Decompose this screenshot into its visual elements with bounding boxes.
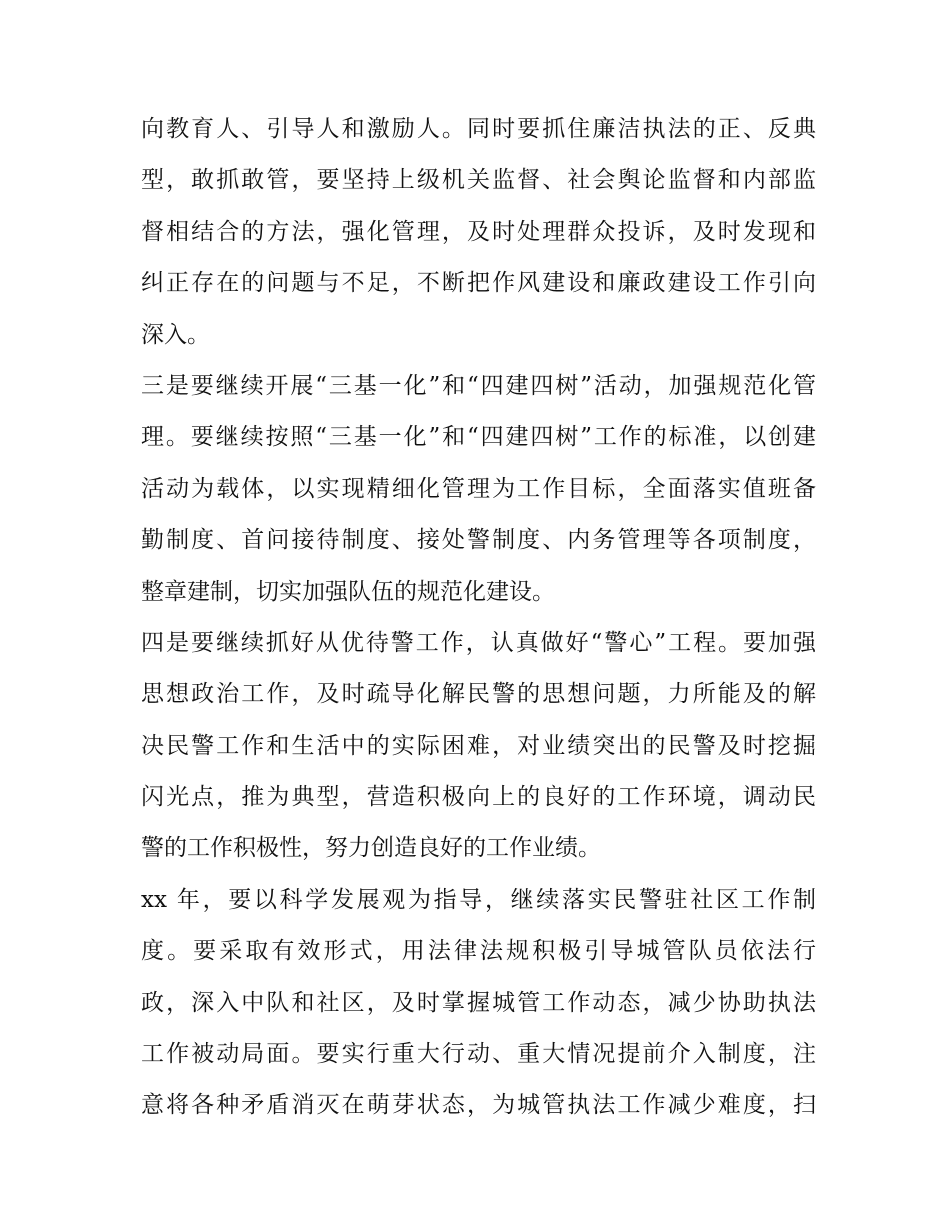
text-line: 政，深入中队和社区，及时掌握城管工作动态，减少协助执法 bbox=[141, 989, 816, 1016]
text-line: 勤制度、首问接待制度、接处警制度、内务管理等各项制度， bbox=[141, 527, 816, 554]
text-line: 型，敢抓敢管，要坚持上级机关监督、社会舆论监督和内部监 bbox=[141, 167, 816, 194]
text-line: 警的工作积极性，努力创造良好的工作业绩。 bbox=[141, 835, 601, 862]
text-line: 深入。 bbox=[141, 321, 210, 348]
text-line: 整章建制，切实加强队伍的规范化建设。 bbox=[141, 578, 555, 605]
text-line: 理。要继续按照“三基一化”和“四建四树”工作的标准，以创建 bbox=[141, 424, 816, 451]
text-line: 三是要继续开展“三基一化”和“四建四树”活动，加强规范化管 bbox=[141, 372, 816, 399]
text-line: 纠正存在的问题与不足，不断把作风建设和廉政建设工作引向 bbox=[141, 270, 816, 297]
text-line: 度。要采取有效形式，用法律法规积极引导城管队员依法行 bbox=[141, 938, 816, 965]
text-line: 活动为载体，以实现精细化管理为工作目标，全面落实值班备 bbox=[141, 475, 816, 502]
text-line: 四是要继续抓好从优待警工作，认真做好“警心”工程。要加强 bbox=[141, 629, 816, 656]
text-line: 决民警工作和生活中的实际困难，对业绩突出的民警及时挖掘 bbox=[141, 732, 816, 759]
text-line: xx 年，要以科学发展观为指导，继续落实民警驻社区工作制 bbox=[141, 886, 816, 913]
text-line: 督相结合的方法，强化管理，及时处理群众投诉，及时发现和 bbox=[141, 218, 816, 245]
text-line: 思想政治工作，及时疏导化解民警的思想问题，力所能及的解 bbox=[141, 681, 816, 708]
text-line: 意将各种矛盾消灭在萌芽状态，为城管执法工作减少难度，扫 bbox=[141, 1092, 816, 1119]
document-body bbox=[141, 104, 816, 1132]
text-line: 工作被动局面。要实行重大行动、重大情况提前介入制度，注 bbox=[141, 1041, 816, 1068]
text-line: 闪光点，推为典型，营造积极向上的良好的工作环境，调动民 bbox=[141, 784, 816, 811]
text-line: 向教育人、引导人和激励人。同时要抓住廉洁执法的正、反典 bbox=[141, 116, 816, 142]
